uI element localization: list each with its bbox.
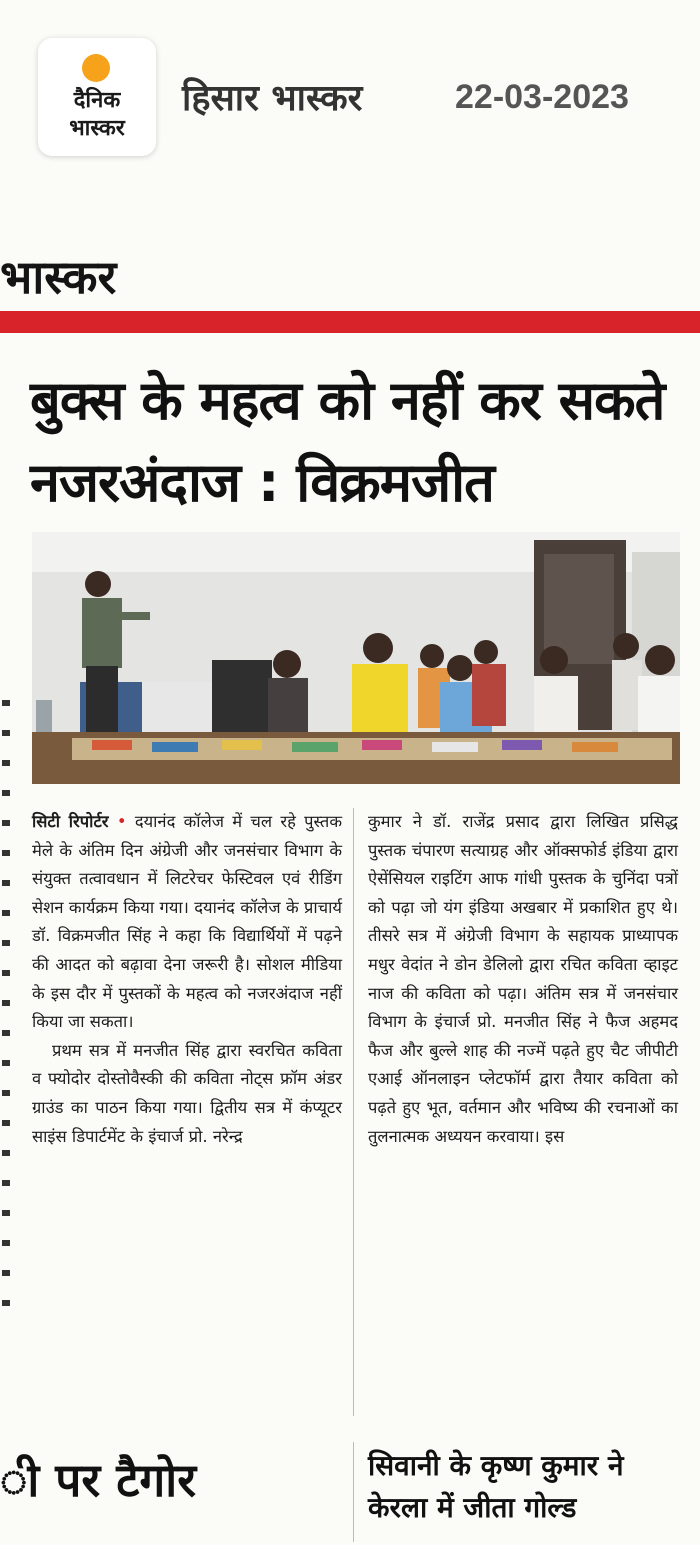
masthead-red-rule <box>0 311 700 333</box>
column-divider <box>353 808 354 1416</box>
bottom-left-teaser: ी पर टैगोर <box>0 1453 197 1507</box>
edition-name: हिसार भास्कर <box>182 78 363 119</box>
sun-icon <box>82 54 110 82</box>
dainik-bhaskar-logo <box>38 38 156 156</box>
adjacent-column-sliver <box>0 700 12 1390</box>
byline: सिटी रिपोर्टर <box>32 812 109 831</box>
newspaper-masthead: भास्कर <box>0 250 117 304</box>
edition-date: 22-03-2023 <box>455 78 629 116</box>
article-column-left <box>32 808 342 1418</box>
logo-text-line2: भास्कर <box>69 116 125 141</box>
article-paragraph-3: कुमार ने डॉ. राजेंद्र प्रसाद द्वारा लिखित प्रसिद्ध पुस्तक चंपारण सत्याग्रह और ऑक्सफोर्ड इंडिया द्वारा ऐसेंसियल राइटिंग आफ गांधी पुस्तक के चुनिंदा पत्रों को पढ़ा जो यंग इंडिया अखबार में प्रकाशित हुए थे। तीसरे सत्र में अंग्रेजी विभाग के सहायक प्राध्यापक मधुर वेदांत ने डोन डेलिलो द्वारा रचित कविता व्हाइट नाज की कविता को पढ़ा। अंतिम सत्र में जनसंचार विभाग के इंचार्ज प्रो. मनजीत सिंह ने फैज अहमद फैज और बुल्ले शाह की नज्में पढ़ते हुए चैट जीपीटी एआई ऑनलाइन प्लेटफॉर्म द्वारा तैयार कविता को पढ़ते हुए भूत, वर्तमान और भविष्य की रचनाओं का तुलनात्मक अध्ययन करवाया। इस <box>368 812 678 1146</box>
byline-bullet: • <box>116 812 135 831</box>
article-paragraph-2: प्रथम सत्र में मनजीत सिंह द्वारा स्वरचित कविता व फ्योदोर दोस्तोवैस्की की कविता नोट्स फ्रॉम अंडर ग्राउंड का पाठन किया गया। द्वितीय सत्र में कंप्यूटर साइंस डिपार्टमेंट के इंचार्ज प्रो. नरेन्द्र <box>32 1040 342 1146</box>
article-column-right <box>368 808 678 1418</box>
bottom-divider <box>353 1442 354 1542</box>
article-headline: बुक्स के महत्व को नहीं कर सकते नजरअंदाज : विक्रमजीत <box>30 369 665 514</box>
article-paragraph-1: दयानंद कॉलेज में चल रहे पुस्तक मेले के अंतिम दिन अंग्रेजी और जनसंचार विभाग के संयुक्त तत्वावधान में लिटरेचर फेस्टिवल एवं रीडिंग सेशन कार्यक्रम किया गया। दयानंद कॉलेज के प्राचार्य डॉ. विक्रमजीत सिंह ने कहा कि विद्यार्थियों में पढ़ने की आदत को बढ़ावा देना जरूरी है। सोशल मीडिया के इस दौर में पुस्तकों के महत्व को नजरअंदाज नहीं किया जा सकता। <box>32 812 342 1032</box>
bottom-right-teaser: सिवानी के कृष्ण कुमार ने केरला में जीता गोल्ड <box>368 1449 624 1524</box>
logo-text-line1: दैनिक <box>73 88 121 113</box>
article-photo <box>32 532 680 784</box>
